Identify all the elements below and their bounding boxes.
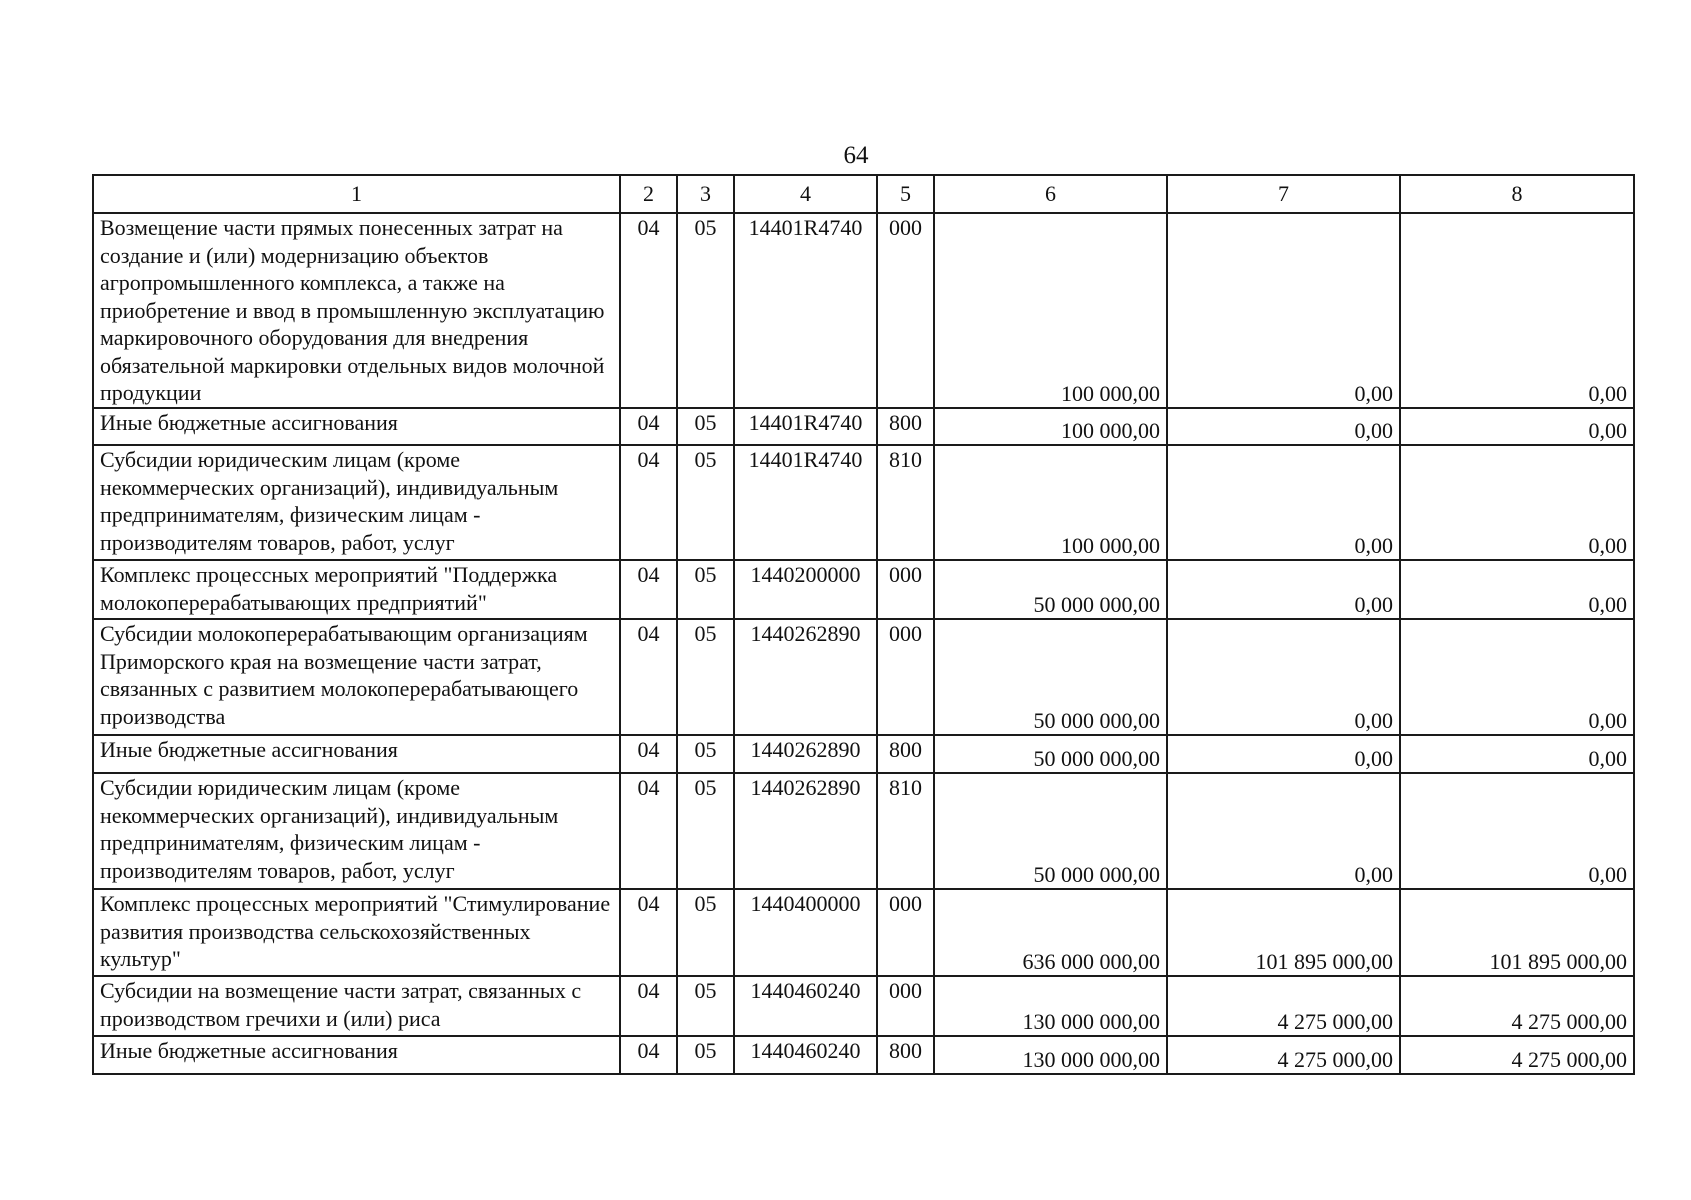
- section-code-cell: 04: [620, 408, 677, 445]
- section-code-cell: 04: [620, 619, 677, 735]
- table-row: [93, 408, 1634, 445]
- amount-col7-cell: 0,00: [1167, 408, 1400, 445]
- target-article-cell: 1440460240: [734, 1036, 877, 1074]
- row-name-cell: Комплекс процессных мероприятий "Стимулирование развития производства сельскохозяйственных культур": [93, 889, 620, 976]
- amount-col8-cell: 0,00: [1400, 213, 1634, 408]
- expense-type-cell: 000: [877, 619, 934, 735]
- row-name-cell: Иные бюджетные ассигнования: [93, 408, 620, 445]
- section-code-cell: 04: [620, 445, 677, 560]
- amount-col6-cell: 130 000 000,00: [934, 976, 1167, 1036]
- column-header: 1: [93, 175, 620, 213]
- amount-col7-cell: 0,00: [1167, 773, 1400, 889]
- page-number: 64: [843, 142, 869, 169]
- amount-col7-cell: 4 275 000,00: [1167, 976, 1400, 1036]
- row-name-cell: Возмещение части прямых понесенных затрат на создание и (или) модернизацию объектов агропромышленного комплекса, а также на приобретение и ввод в промышленную эксплуатацию маркировочного оборудования для внедрения обязательной маркировки отдельных видов молочной продукции: [93, 213, 620, 408]
- table-row: [93, 735, 1634, 773]
- amount-col7-cell: 0,00: [1167, 213, 1400, 408]
- row-name-cell: Комплекс процессных мероприятий "Поддержка молокоперерабатывающих предприятий": [93, 560, 620, 619]
- amount-col6-cell: 100 000,00: [934, 445, 1167, 560]
- subsection-code-cell: 05: [677, 619, 734, 735]
- amount-col6-cell: 50 000 000,00: [934, 619, 1167, 735]
- table-row: [93, 976, 1634, 1036]
- expense-type-cell: 800: [877, 735, 934, 773]
- amount-col7-cell: 0,00: [1167, 619, 1400, 735]
- budget-table: [92, 174, 1635, 1075]
- target-article-cell: 1440460240: [734, 976, 877, 1036]
- target-article-cell: 1440262890: [734, 735, 877, 773]
- amount-col6-cell: 636 000 000,00: [934, 889, 1167, 976]
- amount-col7-cell: 0,00: [1167, 445, 1400, 560]
- column-header: 6: [934, 175, 1167, 213]
- column-header: 5: [877, 175, 934, 213]
- amount-col7-cell: 101 895 000,00: [1167, 889, 1400, 976]
- section-code-cell: 04: [620, 560, 677, 619]
- target-article-cell: 14401R4740: [734, 445, 877, 560]
- amount-col8-cell: 0,00: [1400, 560, 1634, 619]
- column-header: 7: [1167, 175, 1400, 213]
- section-code-cell: 04: [620, 976, 677, 1036]
- amount-col8-cell: 0,00: [1400, 619, 1634, 735]
- column-header: 4: [734, 175, 877, 213]
- table-row: [93, 560, 1634, 619]
- expense-type-cell: 800: [877, 408, 934, 445]
- target-article-cell: 1440262890: [734, 619, 877, 735]
- subsection-code-cell: 05: [677, 560, 734, 619]
- table-row: [93, 445, 1634, 560]
- expense-type-cell: 810: [877, 773, 934, 889]
- subsection-code-cell: 05: [677, 213, 734, 408]
- row-name-cell: Субсидии юридическим лицам (кроме некоммерческих организаций), индивидуальным предпринимателям, физическим лицам - производителям товаров, работ, услуг: [93, 773, 620, 889]
- target-article-cell: 14401R4740: [734, 213, 877, 408]
- column-header: 8: [1400, 175, 1634, 213]
- table-row: [93, 773, 1634, 889]
- amount-col8-cell: 0,00: [1400, 408, 1634, 445]
- table-row: [93, 889, 1634, 976]
- row-name-cell: Иные бюджетные ассигнования: [93, 735, 620, 773]
- target-article-cell: 14401R4740: [734, 408, 877, 445]
- subsection-code-cell: 05: [677, 773, 734, 889]
- subsection-code-cell: 05: [677, 889, 734, 976]
- subsection-code-cell: 05: [677, 408, 734, 445]
- table-row: [93, 619, 1634, 735]
- amount-col6-cell: 130 000 000,00: [934, 1036, 1167, 1074]
- target-article-cell: 1440200000: [734, 560, 877, 619]
- amount-col7-cell: 0,00: [1167, 560, 1400, 619]
- header-row: [93, 175, 1634, 213]
- row-name-cell: Субсидии на возмещение части затрат, связанных с производством гречихи и (или) риса: [93, 976, 620, 1036]
- target-article-cell: 1440400000: [734, 889, 877, 976]
- amount-col8-cell: 0,00: [1400, 445, 1634, 560]
- section-code-cell: 04: [620, 773, 677, 889]
- column-header: 3: [677, 175, 734, 213]
- row-name-cell: Субсидии молокоперерабатывающим организациям Приморского края на возмещение части затрат, связанных с развитием молокоперерабатывающего производства: [93, 619, 620, 735]
- table-row: [93, 213, 1634, 408]
- amount-col7-cell: 0,00: [1167, 735, 1400, 773]
- expense-type-cell: 800: [877, 1036, 934, 1074]
- amount-col8-cell: 0,00: [1400, 735, 1634, 773]
- amount-col7-cell: 4 275 000,00: [1167, 1036, 1400, 1074]
- amount-col8-cell: 0,00: [1400, 773, 1634, 889]
- expense-type-cell: 000: [877, 889, 934, 976]
- column-header: 2: [620, 175, 677, 213]
- amount-col8-cell: 4 275 000,00: [1400, 976, 1634, 1036]
- target-article-cell: 1440262890: [734, 773, 877, 889]
- section-code-cell: 04: [620, 213, 677, 408]
- amount-col6-cell: 50 000 000,00: [934, 735, 1167, 773]
- section-code-cell: 04: [620, 735, 677, 773]
- amount-col6-cell: 50 000 000,00: [934, 773, 1167, 889]
- subsection-code-cell: 05: [677, 976, 734, 1036]
- amount-col8-cell: 101 895 000,00: [1400, 889, 1634, 976]
- amount-col8-cell: 4 275 000,00: [1400, 1036, 1634, 1074]
- expense-type-cell: 000: [877, 976, 934, 1036]
- amount-col6-cell: 100 000,00: [934, 213, 1167, 408]
- row-name-cell: Иные бюджетные ассигнования: [93, 1036, 620, 1074]
- subsection-code-cell: 05: [677, 445, 734, 560]
- amount-col6-cell: 50 000 000,00: [934, 560, 1167, 619]
- row-name-cell: Субсидии юридическим лицам (кроме некоммерческих организаций), индивидуальным предпринимателям, физическим лицам - производителям товаров, работ, услуг: [93, 445, 620, 560]
- expense-type-cell: 000: [877, 213, 934, 408]
- expense-type-cell: 000: [877, 560, 934, 619]
- table-row: [93, 1036, 1634, 1074]
- section-code-cell: 04: [620, 1036, 677, 1074]
- amount-col6-cell: 100 000,00: [934, 408, 1167, 445]
- expense-type-cell: 810: [877, 445, 934, 560]
- section-code-cell: 04: [620, 889, 677, 976]
- subsection-code-cell: 05: [677, 1036, 734, 1074]
- subsection-code-cell: 05: [677, 735, 734, 773]
